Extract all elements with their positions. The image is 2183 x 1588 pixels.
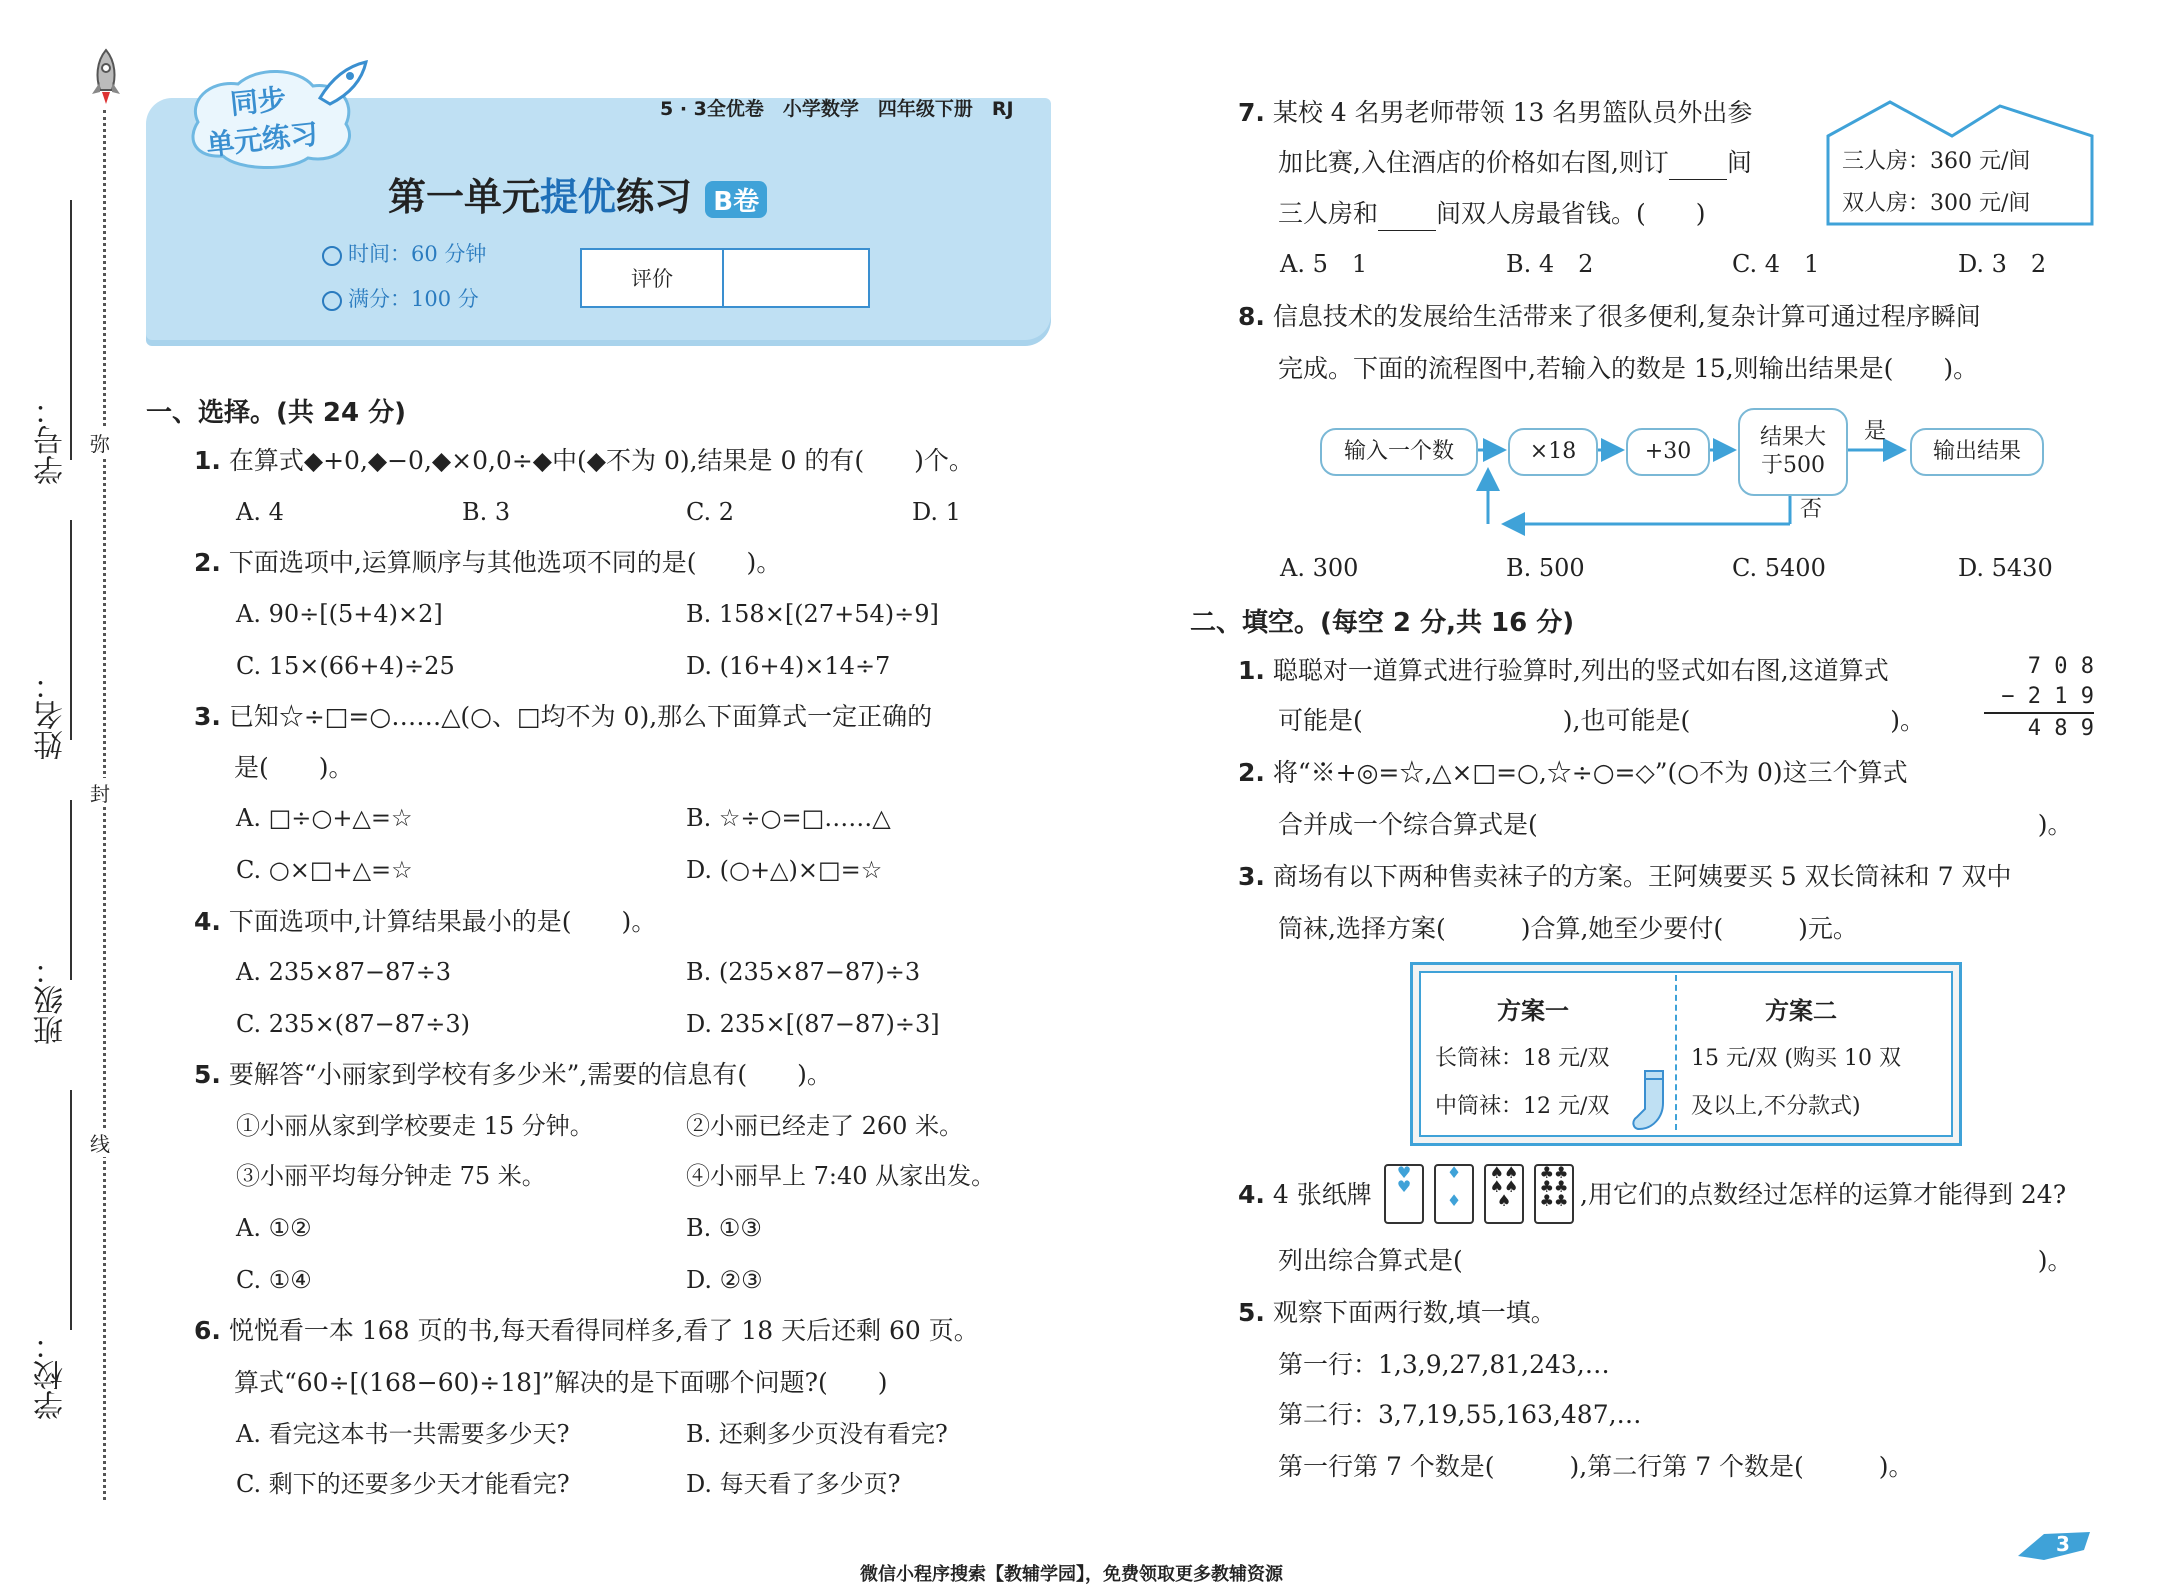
check-icon [322, 291, 342, 311]
q2-question: 2. 下面选项中,运算顺序与其他选项不同的是( )。 [194, 548, 782, 577]
fill-q5-ask: 第一行第 7 个数是( ),第二行第 7 个数是( )。 [1278, 1452, 1914, 1481]
fill-q4-question-rest: ,用它们的点数经过怎样的运算才能得到 24? [1580, 1180, 2067, 1209]
badge-line1: 同步 [228, 82, 288, 121]
plan1-title: 方案一 [1497, 997, 1569, 1025]
footer-note: 微信小程序搜索【教辅学园】，免费领取更多教辅资源 [860, 1564, 1283, 1585]
q8-option-c[interactable]: C. 5400 [1732, 554, 1826, 582]
plan1-long-socks: 长筒袜：18 元/双 [1435, 1046, 1610, 1071]
series-info: 5 · 3全优卷 小学数学 四年级下册 RJ [660, 98, 1014, 120]
class-line [70, 800, 72, 980]
student-id-label: 学号： [34, 395, 69, 485]
title-practice: 练习 [616, 175, 693, 219]
q3-option-b[interactable]: B. ☆÷○=□……△ [686, 804, 891, 832]
time-text: 时间：60 分钟 [348, 242, 487, 266]
plan-divider [1675, 975, 1677, 1130]
q5-option-b[interactable]: B. ①③ [686, 1214, 762, 1242]
fill-q5-row2: 第二行：3,7,19,55,163,487,… [1278, 1400, 1642, 1429]
page-number: 3 [2056, 1532, 2070, 1556]
section2-title: 二、填空。(每空 2 分,共 16 分) [1190, 608, 1575, 638]
vertical-subtraction [1984, 652, 2094, 744]
score-info [322, 283, 479, 313]
clock-icon [322, 246, 342, 266]
evaluation-box [580, 248, 870, 308]
name-label: 姓名： [34, 670, 69, 760]
time-info [322, 238, 486, 268]
plan1-mid-socks: 中筒袜：12 元/双 [1435, 1094, 1610, 1119]
flow-output: 输出结果 [1910, 428, 2044, 476]
q5-option-c[interactable]: C. ①④ [236, 1266, 312, 1294]
q5-info-3: ③小丽平均每分钟走 75 米。 [236, 1162, 546, 1190]
flow-no-label: 否 [1800, 497, 1823, 522]
fill-q1-question: 1. 聪聪对一道算式进行验算时,列出的竖式如右图,这道算式 [1238, 656, 1889, 685]
hotel-price-sign [1820, 96, 2100, 230]
q1-question: 1. 在算式◆+0,◆−0,◆×0,0÷◆中(◆不为 0),结果是 0 的有( )个。 [194, 446, 974, 475]
section1-title: 一、选择。(共 24 分) [146, 398, 407, 428]
school-line [70, 1090, 72, 1330]
sock-plans-box [1410, 962, 1962, 1146]
q6-option-d[interactable]: D. 每天看了多少页? [686, 1470, 901, 1498]
plan2-title: 方案二 [1765, 997, 1837, 1025]
playing-card-2: ♦ ♦ [1434, 1164, 1474, 1224]
flow-add: +30 [1626, 428, 1710, 476]
score-text: 满分：100 分 [348, 287, 479, 311]
flow-input: 输入一个数 [1320, 428, 1478, 476]
q4-option-a[interactable]: A. 235×87−87÷3 [236, 958, 452, 986]
school-label: 学校： [34, 1330, 69, 1420]
cut-mark-1: 弥 [90, 428, 110, 457]
flow-yes-label: 是 [1864, 419, 1887, 444]
q5-info-2: ②小丽已经走了 260 米。 [686, 1112, 964, 1140]
q5-info-1: ①小丽从家到学校要走 15 分钟。 [236, 1112, 594, 1140]
plan2-price: 15 元/双 (购买 10 双 [1691, 1046, 1901, 1071]
flow-condition-line2: 于500 [1761, 453, 1825, 478]
subtraction-result: 4 8 9 [2027, 716, 2094, 741]
playing-card-4: ♣♣ ♣♣ ♣♣ [1534, 1164, 1574, 1224]
hotel-double-price: 双人房：300 元/间 [1842, 191, 2031, 216]
plan2-condition: 及以上,不分款式) [1691, 1094, 1861, 1119]
fill-q3-question: 3. 商场有以下两种售卖袜子的方案。王阿姨要买 5 双长筒袜和 7 双中 [1238, 862, 2012, 891]
badge-rocket-icon [312, 58, 372, 112]
fill-q5-question: 5. 观察下面两行数,填一填。 [1238, 1298, 1556, 1327]
q2-option-c[interactable]: C. 15×(66+4)÷25 [236, 652, 455, 680]
fill-q1-question-cont: 可能是( ),也可能是( )。 [1278, 706, 1925, 735]
q4-question: 4. 下面选项中,计算结果最小的是( )。 [194, 907, 657, 936]
volume-badge: B卷 [705, 181, 767, 218]
q1-option-d[interactable]: D. 1 [912, 498, 961, 526]
q2-option-b[interactable]: B. 158×[(27+54)÷9] [686, 600, 939, 628]
q7-option-d[interactable]: D. 3 2 [1958, 250, 2047, 278]
q3-option-d[interactable]: D. (○+△)×□=☆ [686, 856, 883, 884]
evaluation-field[interactable] [724, 250, 868, 306]
badge-line2: 单元练习 [204, 117, 320, 162]
q3-option-c[interactable]: C. ○×□+△=☆ [236, 856, 413, 884]
page-title [388, 166, 767, 221]
q6-option-c[interactable]: C. 剩下的还要多少天才能看完? [236, 1470, 570, 1498]
q6-option-b[interactable]: B. 还剩多少页没有看完? [686, 1420, 948, 1448]
q8-option-b[interactable]: B. 500 [1506, 554, 1585, 582]
title-unit: 第一单元 [388, 175, 541, 219]
q7-option-a[interactable]: A. 5 1 [1280, 250, 1368, 278]
playing-card-1: ♥ ♥ [1384, 1164, 1424, 1224]
q8-option-a[interactable]: A. 300 [1280, 554, 1359, 582]
fill-q4-question-cont: 列出综合算式是( )。 [1278, 1246, 2073, 1275]
q5-info-4: ④小丽早上 7:40 从家出发。 [686, 1162, 996, 1190]
sock-icon [1631, 1069, 1675, 1137]
fill-q4-question: 4. 4 张纸牌 [1238, 1180, 1372, 1209]
q6-question: 6. 悦悦看一本 168 页的书,每天看得同样多,看了 18 天后还剩 60 页。 [194, 1316, 979, 1345]
q1-option-a[interactable]: A. 4 [236, 498, 284, 526]
playing-card-3: ♠♠ ♠♠ ♠ [1484, 1164, 1524, 1224]
q7-option-c[interactable]: C. 4 1 [1732, 250, 1820, 278]
q8-flowchart [1320, 408, 2080, 538]
q7-question: 7. 某校 4 名男老师带领 13 名男篮队员外出参 [1238, 98, 1753, 127]
flow-multiply: ×18 [1508, 428, 1598, 476]
fill-q2-question-cont: 合并成一个综合算式是( )。 [1278, 810, 2073, 839]
rocket-icon [88, 48, 124, 108]
q7-question-line2: 加比赛,入住酒店的价格如右图,则订 间 [1278, 146, 1752, 180]
q6-option-a[interactable]: A. 看完这本书一共需要多少天? [236, 1420, 570, 1448]
flow-condition [1738, 408, 1848, 496]
fill-q3-question-cont: 筒袜,选择方案( )合算,她至少要付( )元。 [1278, 914, 1858, 943]
flow-condition-line1: 结果大 [1759, 425, 1826, 450]
q7-blank-2[interactable] [1378, 204, 1436, 231]
q8-question: 8. 信息技术的发展给生活带来了很多便利,复杂计算可通过程序瞬间 [1238, 302, 1981, 331]
evaluation-label: 评价 [582, 250, 724, 306]
q6-question-cont: 算式“60÷[(168−60)÷18]”解决的是下面哪个问题?( ) [234, 1368, 888, 1397]
q1-option-c[interactable]: C. 2 [686, 498, 735, 526]
q4-option-c[interactable]: C. 235×(87−87÷3) [236, 1010, 470, 1038]
q7-question-line3: 三人房和 间双人房最省钱。( ) [1278, 197, 1706, 231]
hotel-triple-price: 三人房：360 元/间 [1842, 149, 2031, 174]
q3-option-a[interactable]: A. □÷○+△=☆ [236, 804, 413, 832]
class-label: 班级： [34, 955, 69, 1045]
fill-q5-row1: 第一行：1,3,9,27,81,243,… [1278, 1350, 1610, 1379]
q7-blank-1[interactable] [1669, 153, 1727, 180]
q2-option-d[interactable]: D. (16+4)×14÷7 [686, 652, 891, 680]
q1-option-b[interactable]: B. 3 [462, 498, 511, 526]
q2-option-a[interactable]: A. 90÷[(5+4)×2] [236, 600, 443, 628]
subtraction-subtrahend: − 2 1 9 [1984, 682, 2094, 714]
subtraction-minuend: 7 0 8 [2027, 654, 2094, 679]
q4-option-b[interactable]: B. (235×87−87)÷3 [686, 958, 921, 986]
q5-option-d[interactable]: D. ②③ [686, 1266, 763, 1294]
title-highlight: 提优 [540, 175, 617, 219]
q8-question-cont: 完成。下面的流程图中,若输入的数是 15,则输出结果是( )。 [1278, 354, 1979, 383]
q7-option-b[interactable]: B. 4 2 [1506, 250, 1594, 278]
q5-option-a[interactable]: A. ①② [236, 1214, 312, 1242]
page-number-badge [2014, 1526, 2094, 1566]
cut-mark-3: 线 [90, 1128, 110, 1157]
q3-question-cont: 是( )。 [234, 753, 354, 782]
q4-option-d[interactable]: D. 235×[(87−87)÷3] [686, 1010, 940, 1038]
fill-q2-question: 2. 将“※+◎=☆,△×□=○,☆÷○=◇”(○不为 0)这三个算式 [1238, 758, 1908, 787]
q5-question: 5. 要解答“小丽家到学校有多少米”,需要的信息有( )。 [194, 1060, 832, 1089]
q8-option-d[interactable]: D. 5430 [1958, 554, 2053, 582]
cut-mark-2: 封 [90, 778, 110, 807]
q3-question: 3. 已知☆÷□=○……△(○、□均不为 0),那么下面算式一定正确的 [194, 702, 933, 731]
